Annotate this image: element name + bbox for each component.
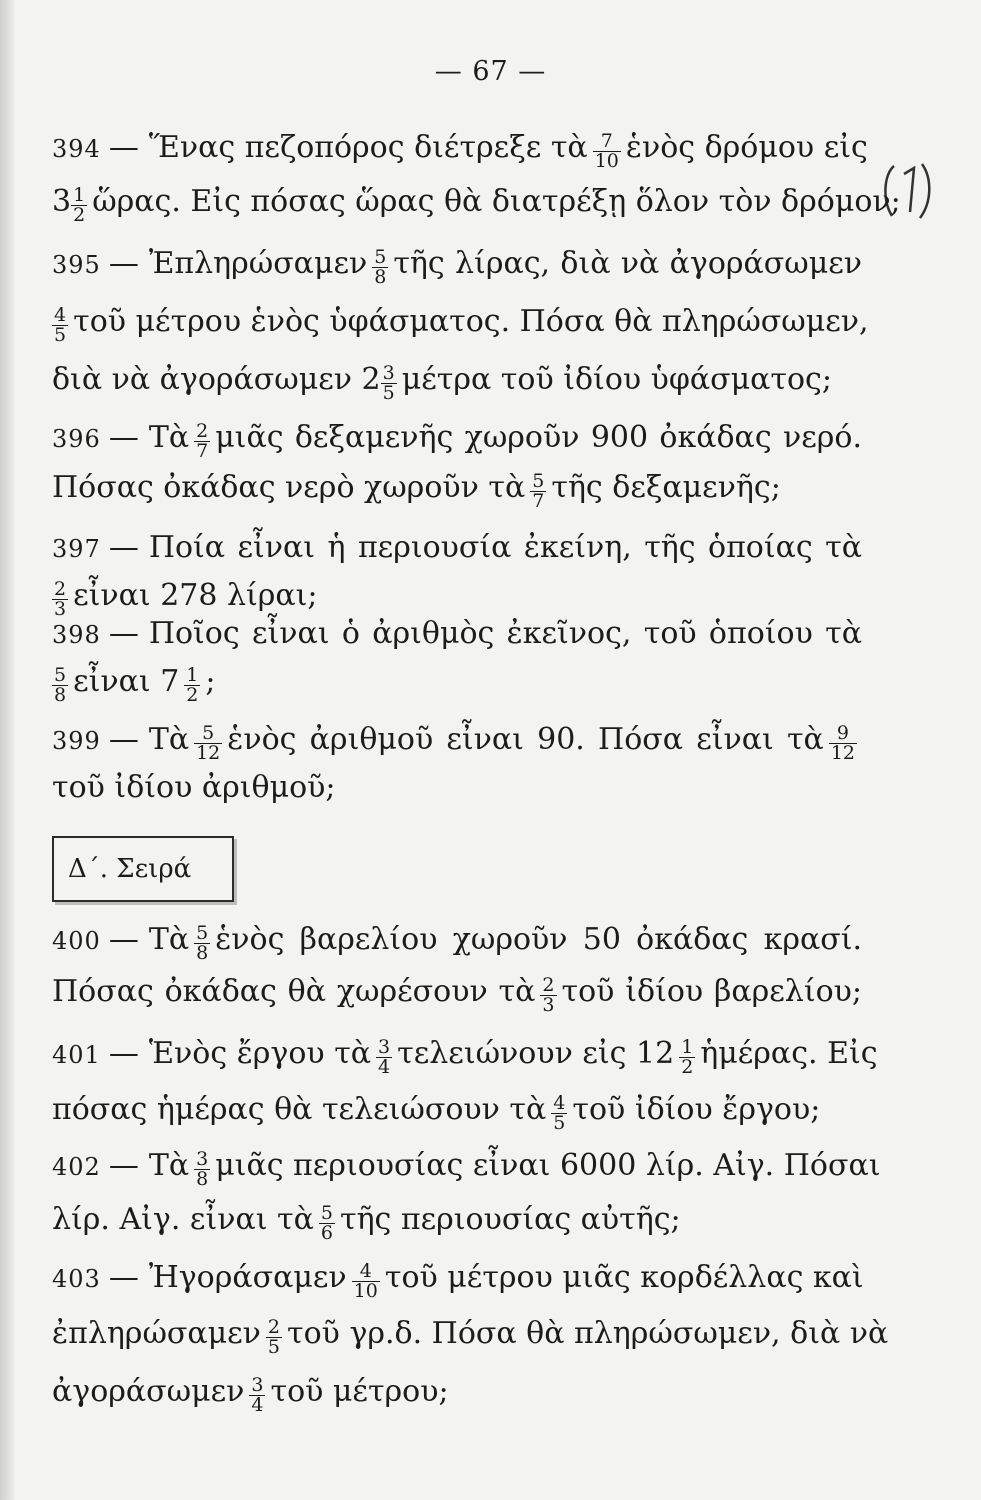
problem-number: 399 — [52, 727, 101, 755]
problem-396-line-1: 396 — Τὰ $\frac{2}{7}$ μιᾶς δεξαμενῆς χωροῦν 900 ὀκάδας νερό. — [52, 419, 862, 462]
problem-401-line-2: πόσας ἡμέρας θὰ τελειώσουν τὰ $\frac{4}{5}$ τοῦ ἰδίου ἔργου; — [52, 1091, 821, 1134]
problem-403-line-3: ἀγοράσωμεν $\frac{3}{4}$ τοῦ μέτρου; — [52, 1373, 449, 1416]
problem-number: 396 — [52, 425, 101, 453]
fraction: $\frac{4}{5}$ — [553, 1091, 566, 1134]
problem-395-line-1: 395 — Ἐπληρώσαμεν $\frac{5}{8}$ τῆς λίρας, διὰ νὰ ἀγοράσωμεν — [52, 245, 862, 288]
problem-number: 398 — [52, 621, 101, 649]
series-heading-box: Δ΄. Σειρά — [52, 836, 234, 902]
problem-number: 394 — [52, 135, 101, 163]
fraction: $\frac{2}{3}$ — [542, 973, 555, 1016]
problem-number: 401 — [52, 1041, 101, 1069]
fraction: $\frac{1}{2}$ — [73, 183, 86, 226]
fraction: $\frac{4}{5}$ — [54, 303, 67, 346]
problem-397-line-2: $\frac{2}{3}$ εἶναι 278 λίραι; — [54, 577, 318, 620]
fraction: $\frac{5}{6}$ — [320, 1201, 333, 1244]
fraction: $\frac{5}{12}$ — [196, 721, 221, 764]
problem-396-line-2: Πόσας ὀκάδας νερὸ χωροῦν τὰ $\frac{5}{7}$ τῆς δεξαμενῆς; — [52, 469, 781, 512]
fraction: $\frac{2}{3}$ — [54, 577, 67, 620]
fraction: $\frac{4}{10}$ — [353, 1259, 378, 1302]
fraction: $\frac{2}{7}$ — [196, 419, 209, 462]
fraction: $\frac{5}{8}$ — [374, 245, 387, 288]
fraction: $\frac{5}{8}$ — [54, 663, 67, 706]
fraction: $\frac{5}{7}$ — [532, 469, 545, 512]
problem-number: 395 — [52, 251, 101, 279]
fraction: $\frac{3}{4}$ — [378, 1035, 391, 1078]
fraction: $\frac{9}{12}$ — [830, 721, 855, 764]
problem-395-line-2: $\frac{4}{5}$ τοῦ μέτρου ἑνὸς ὑφάσματος. Πόσα θὰ πληρώσωμεν, — [54, 303, 869, 346]
problem-number: 400 — [52, 927, 101, 955]
problem-402-line-2: λίρ. Αἰγ. εἶναι τὰ $\frac{5}{6}$ τῆς περιουσίας αὐτῆς; — [52, 1201, 681, 1244]
problem-398-line-2: $\frac{5}{8}$ εἶναι 7 $\frac{1}{2}$ ; — [54, 663, 216, 706]
fraction: $\frac{1}{2}$ — [186, 663, 199, 706]
problem-403-line-2: ἐπληρώσαμεν $\frac{2}{5}$ τοῦ γρ.δ. Πόσα θὰ πληρώσωμεν, διὰ νὰ — [52, 1315, 889, 1358]
fraction: $\frac{3}{4}$ — [251, 1373, 264, 1416]
problem-number: 402 — [52, 1153, 101, 1181]
problem-402-line-1: 402 — Τὰ $\frac{3}{8}$ μιᾶς περιουσίας εἶναι 6000 λίρ. Αἰγ. Πόσαι — [52, 1147, 881, 1190]
page-binding-edge — [0, 0, 14, 1500]
problem-number: 403 — [52, 1265, 101, 1293]
fraction: $\frac{3}{8}$ — [196, 1147, 209, 1190]
fraction: $\frac{2}{5}$ — [267, 1315, 281, 1358]
problem-398-line-1: 398 — Ποῖος εἶναι ὁ ἀριθμὸς ἐκεῖνος, τοῦ ὁποίου τὰ — [52, 616, 862, 651]
problem-400-line-2: Πόσας ὀκάδας θὰ χωρέσουν τὰ $\frac{2}{3}$ τοῦ ἰδίου βαρελίου; — [52, 973, 862, 1016]
page-number: — 67 — — [434, 56, 547, 87]
problem-394-line-1: 394 — Ἕνας πεζοπόρος διέτρεξε τὰ $\frac{7}{10}$ ἑνὸς δρόμου εἰς — [52, 129, 868, 172]
fraction: $\frac{1}{2}$ — [681, 1035, 694, 1078]
fraction: $\frac{5}{8}$ — [196, 921, 209, 964]
problem-397-line-1: 397 — Ποία εἶναι ἡ περιουσία ἐκείνη, τῆς ὁποίας τὰ — [52, 530, 862, 565]
problem-395-line-3: διὰ νὰ ἀγοράσωμεν 2 $\frac{3}{5}$ μέτρα τοῦ ἰδίου ὑφάσματος; — [52, 361, 832, 404]
problem-403-line-1: 403 — Ἠγοράσαμεν $\frac{4}{10}$ τοῦ μέτρου μιᾶς κορδέλλας καὶ — [52, 1259, 864, 1302]
problem-401-line-1: 401 — Ἑνὸς ἔργου τὰ $\frac{3}{4}$ τελειώνουν εἰς 12 $\frac{1}{2}$ ἡμέρας. Εἰς — [52, 1035, 878, 1078]
problem-number: 397 — [52, 535, 101, 563]
problem-400-line-1: 400 — Τὰ $\frac{5}{8}$ ἑνὸς βαρελίου χωροῦν 50 ὀκάδας κρασί. — [52, 921, 862, 964]
problem-394-line-2: 3 $\frac{1}{2}$ ὥρας. Εἰς πόσας ὥρας θὰ διατρέξῃ ὅλον τὸν δρόμον; — [52, 183, 901, 226]
fraction: $\frac{3}{5}$ — [382, 361, 395, 404]
fraction: $\frac{7}{10}$ — [594, 129, 619, 172]
problem-399-line-1: 399 — Τὰ $\frac{5}{12}$ ἑνὸς ἀριθμοῦ εἶναι 90. Πόσα εἶναι τὰ $\frac{9}{12}$ — [52, 721, 855, 764]
problem-399-line-2: τοῦ ἰδίου ἀριθμοῦ; — [52, 770, 336, 805]
